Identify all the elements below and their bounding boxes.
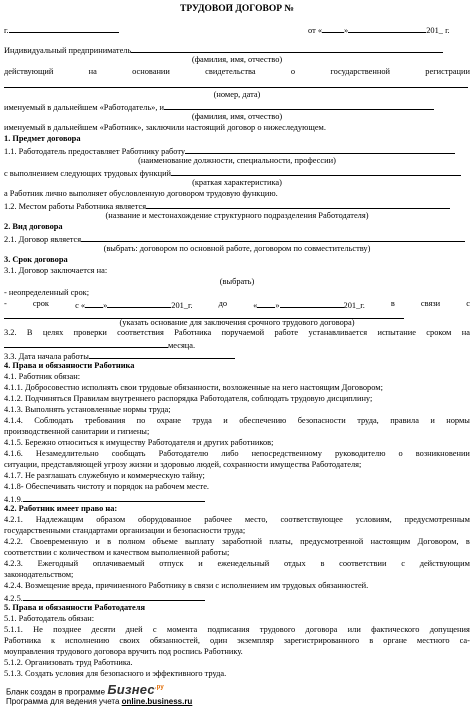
term-end-month-field[interactable] (280, 299, 344, 308)
clause-4-2-1: 4.2.1. Надлежащим образом оборудованное рабочее место, соответствующее условиям, предусмотренным (4, 515, 470, 524)
section-2-title: 2. Вид договора (4, 222, 63, 231)
ip-label: Индивидуальный предприниматель (4, 46, 132, 55)
probation-field[interactable] (4, 339, 168, 348)
extra-duty-field[interactable] (23, 493, 205, 502)
clause-5-1-3: 5.1.3. Создать условия для безопасного и эффективного труда. (4, 669, 227, 678)
clause-5-1-1: 5.1.1. Не позднее десяти дней с момента подписания трудового договора или фактического допущения (4, 625, 470, 634)
clause-4-2-2: 4.2.2. Своевременную и в полном объеме выплату заработной платы, предусмотренной настоящим Договором, в (4, 537, 470, 546)
section-5-title: 5. Права и обязанности Работодателя (4, 603, 145, 612)
term-start-day-field[interactable] (85, 299, 103, 308)
clause-5-1-1-cont: Работника к исполнению своих обязанностей, один экземпляр зарегистрированного в органе местного са- (4, 636, 470, 645)
employee-line: именуемый в дальнейшем «Работник», заключили настоящий договор о нижеследующем. (4, 123, 326, 132)
clause-3-2-end: месяца. (4, 339, 470, 351)
footer-site-line (6, 697, 192, 707)
employee-name-field[interactable] (164, 101, 434, 110)
functions-field[interactable] (171, 167, 461, 176)
clause-4-2-2-cont: соответствии с количеством и качеством выполненной работы; (4, 548, 230, 557)
footer-program-label: Программа для ведения учета (6, 697, 120, 706)
header-line (4, 24, 470, 36)
employer-label: именуемый в дальнейшем «Работодатель», и (4, 103, 165, 112)
footer-created-label: Бланк создан в программе (6, 687, 106, 697)
term-end-day-field[interactable] (257, 299, 275, 308)
city-label: г. (4, 26, 9, 35)
clause-1-1: 1.1. Работодатель предоставляет Работнику работу (4, 145, 470, 157)
date-year: 201_ г. (426, 26, 450, 35)
fio-hint: (фамилия, имя, отчество) (191, 112, 283, 121)
clause-3-3: 3.3. Дата начала работы (4, 350, 470, 362)
contract-kind-field[interactable] (81, 233, 465, 242)
acting-line: действующий на основании свидетельства о государственной регистрации (4, 67, 470, 76)
functions-hint: (краткая характеристика) (192, 178, 282, 187)
clause-4-1: 4.1. Работник обязан: (4, 372, 81, 381)
clause-3-1: 3.1. Договор заключается на: (4, 266, 108, 275)
clause-1-2: 1.2. Местом работы Работника является (4, 200, 470, 212)
section-1-title: 1. Предмет договора (4, 134, 81, 143)
clause-1-1-cont: с выполнением следующих трудовых функций (4, 167, 470, 179)
workplace-field[interactable] (146, 200, 450, 209)
clause-4-1-6: 4.1.6. Незамедлительно сообщать Работодателю либо непосредственному руководителю о возникновении (4, 449, 470, 458)
date-close-quote: » (344, 26, 349, 35)
ip-name-field[interactable] (131, 44, 443, 53)
clause-4-2-1-cont: государственными стандартами организации и безопасности труда; (4, 526, 246, 535)
num-date-hint: (номер, дата) (213, 90, 261, 99)
clause-4-1-4: 4.1.4. Соблюдать требования по охране труда и обеспечению безопасности труда, правила и нормы (4, 416, 470, 425)
position-field[interactable] (185, 145, 455, 154)
date-day-field[interactable] (322, 24, 344, 33)
term-reason-hint: (указать основание для заключения срочного трудового договора) (119, 318, 355, 327)
term-start-month-field[interactable] (107, 299, 171, 308)
start-date-field[interactable] (89, 350, 235, 359)
workplace-hint: (название и местонахождение структурного подразделения Работодателя) (105, 211, 369, 220)
section-3-title: 3. Срок договора (4, 255, 68, 264)
clause-4-2-3-cont: законодательством; (4, 570, 74, 579)
term-fixed-line: - срок с « » 201_г. до « » 201_г. в связи с (4, 299, 470, 310)
clause-5-1-2: 5.1.2. Организовать труд Работника. (4, 658, 133, 667)
clause-5-1-1-end: моуправления трудового договора вручить под роспись Работнику. (4, 647, 243, 656)
clause-4-1-9: 4.1.9. (4, 493, 470, 505)
document-title: ТРУДОВОЙ ДОГОВОР № (180, 4, 294, 14)
extra-right-field[interactable] (23, 592, 205, 601)
clause-4-1-8: 4.1.8- Обеспечивать чистоту и порядок на рабочем месте. (4, 482, 210, 491)
date-open-quote: от « (308, 26, 323, 35)
clause-4-1-7: 4.1.7. Не разглашать служебную и коммерческую тайну; (4, 471, 205, 480)
section-4-title: 4. Права и обязанности Работника (4, 361, 135, 370)
clause-4-2-4: 4.2.4. Возмещение вреда, причиненного Работнику в связи с исполнением им трудовых обязанностей. (4, 581, 369, 590)
date-month-field[interactable] (348, 24, 426, 33)
clause-4-1-5: 4.1.5. Бережно относиться к имуществу Работодателя и других работников; (4, 438, 274, 447)
clause-4-1-3: 4.1.3. Выполнять установленные нормы труда; (4, 405, 171, 414)
city-field[interactable] (9, 24, 119, 33)
clause-5-1: 5.1. Работодатель обязан: (4, 614, 95, 623)
clause-4-1-4-cont: производственной санитарии и гигиены; (4, 427, 150, 436)
term-indefinite: - неопределенный срок; (4, 288, 90, 297)
clause-4-1-6-cont: ситуации, представляющей угрозу жизни и здоровью людей, сохранности имущества Работодателя; (4, 460, 362, 469)
term-choice-hint: (выбрать) (219, 277, 255, 286)
clause-4-1-1: 4.1.1. Добросовестно исполнять свои трудовые обязанности, возложенные на него настоящим Договором; (4, 383, 383, 392)
contract-kind-hint: (выбрать: договором по основной работе, договором по совместительству) (103, 244, 371, 253)
clause-2-1: 2.1. Договор является (4, 233, 470, 245)
clause-4-2-3: 4.2.3. Ежегодный оплачиваемый отпуск и еженедельный отдых в соответствии с действующим (4, 559, 470, 568)
business-ru-logo: Бизнес$^{.ру}$ (107, 682, 164, 698)
ip-hint: (фамилия, имя, отчество) (191, 55, 283, 64)
registration-field[interactable] (4, 79, 468, 88)
clause-3-2: 3.2. В целях проверки соответствия Работника поручаемой работе устанавливается испытание сроком на (4, 328, 470, 337)
position-hint: (наименование должности, специальности, профессии) (138, 156, 336, 165)
clause-1-1-end: а Работник лично выполняет обусловленную договором трудовую функцию. (4, 189, 278, 198)
clause-4-1-2: 4.1.2. Подчиняться Правилам внутреннего распорядка Работодателя, соблюдать трудовую дисциплину; (4, 394, 373, 403)
clause-4-2-5: 4.2.5. (4, 592, 470, 604)
footer-site-link[interactable]: online.business.ru (121, 697, 193, 706)
clause-4-2: 4.2. Работник имеет право на: (4, 504, 118, 513)
footer-brand-line (6, 683, 164, 697)
